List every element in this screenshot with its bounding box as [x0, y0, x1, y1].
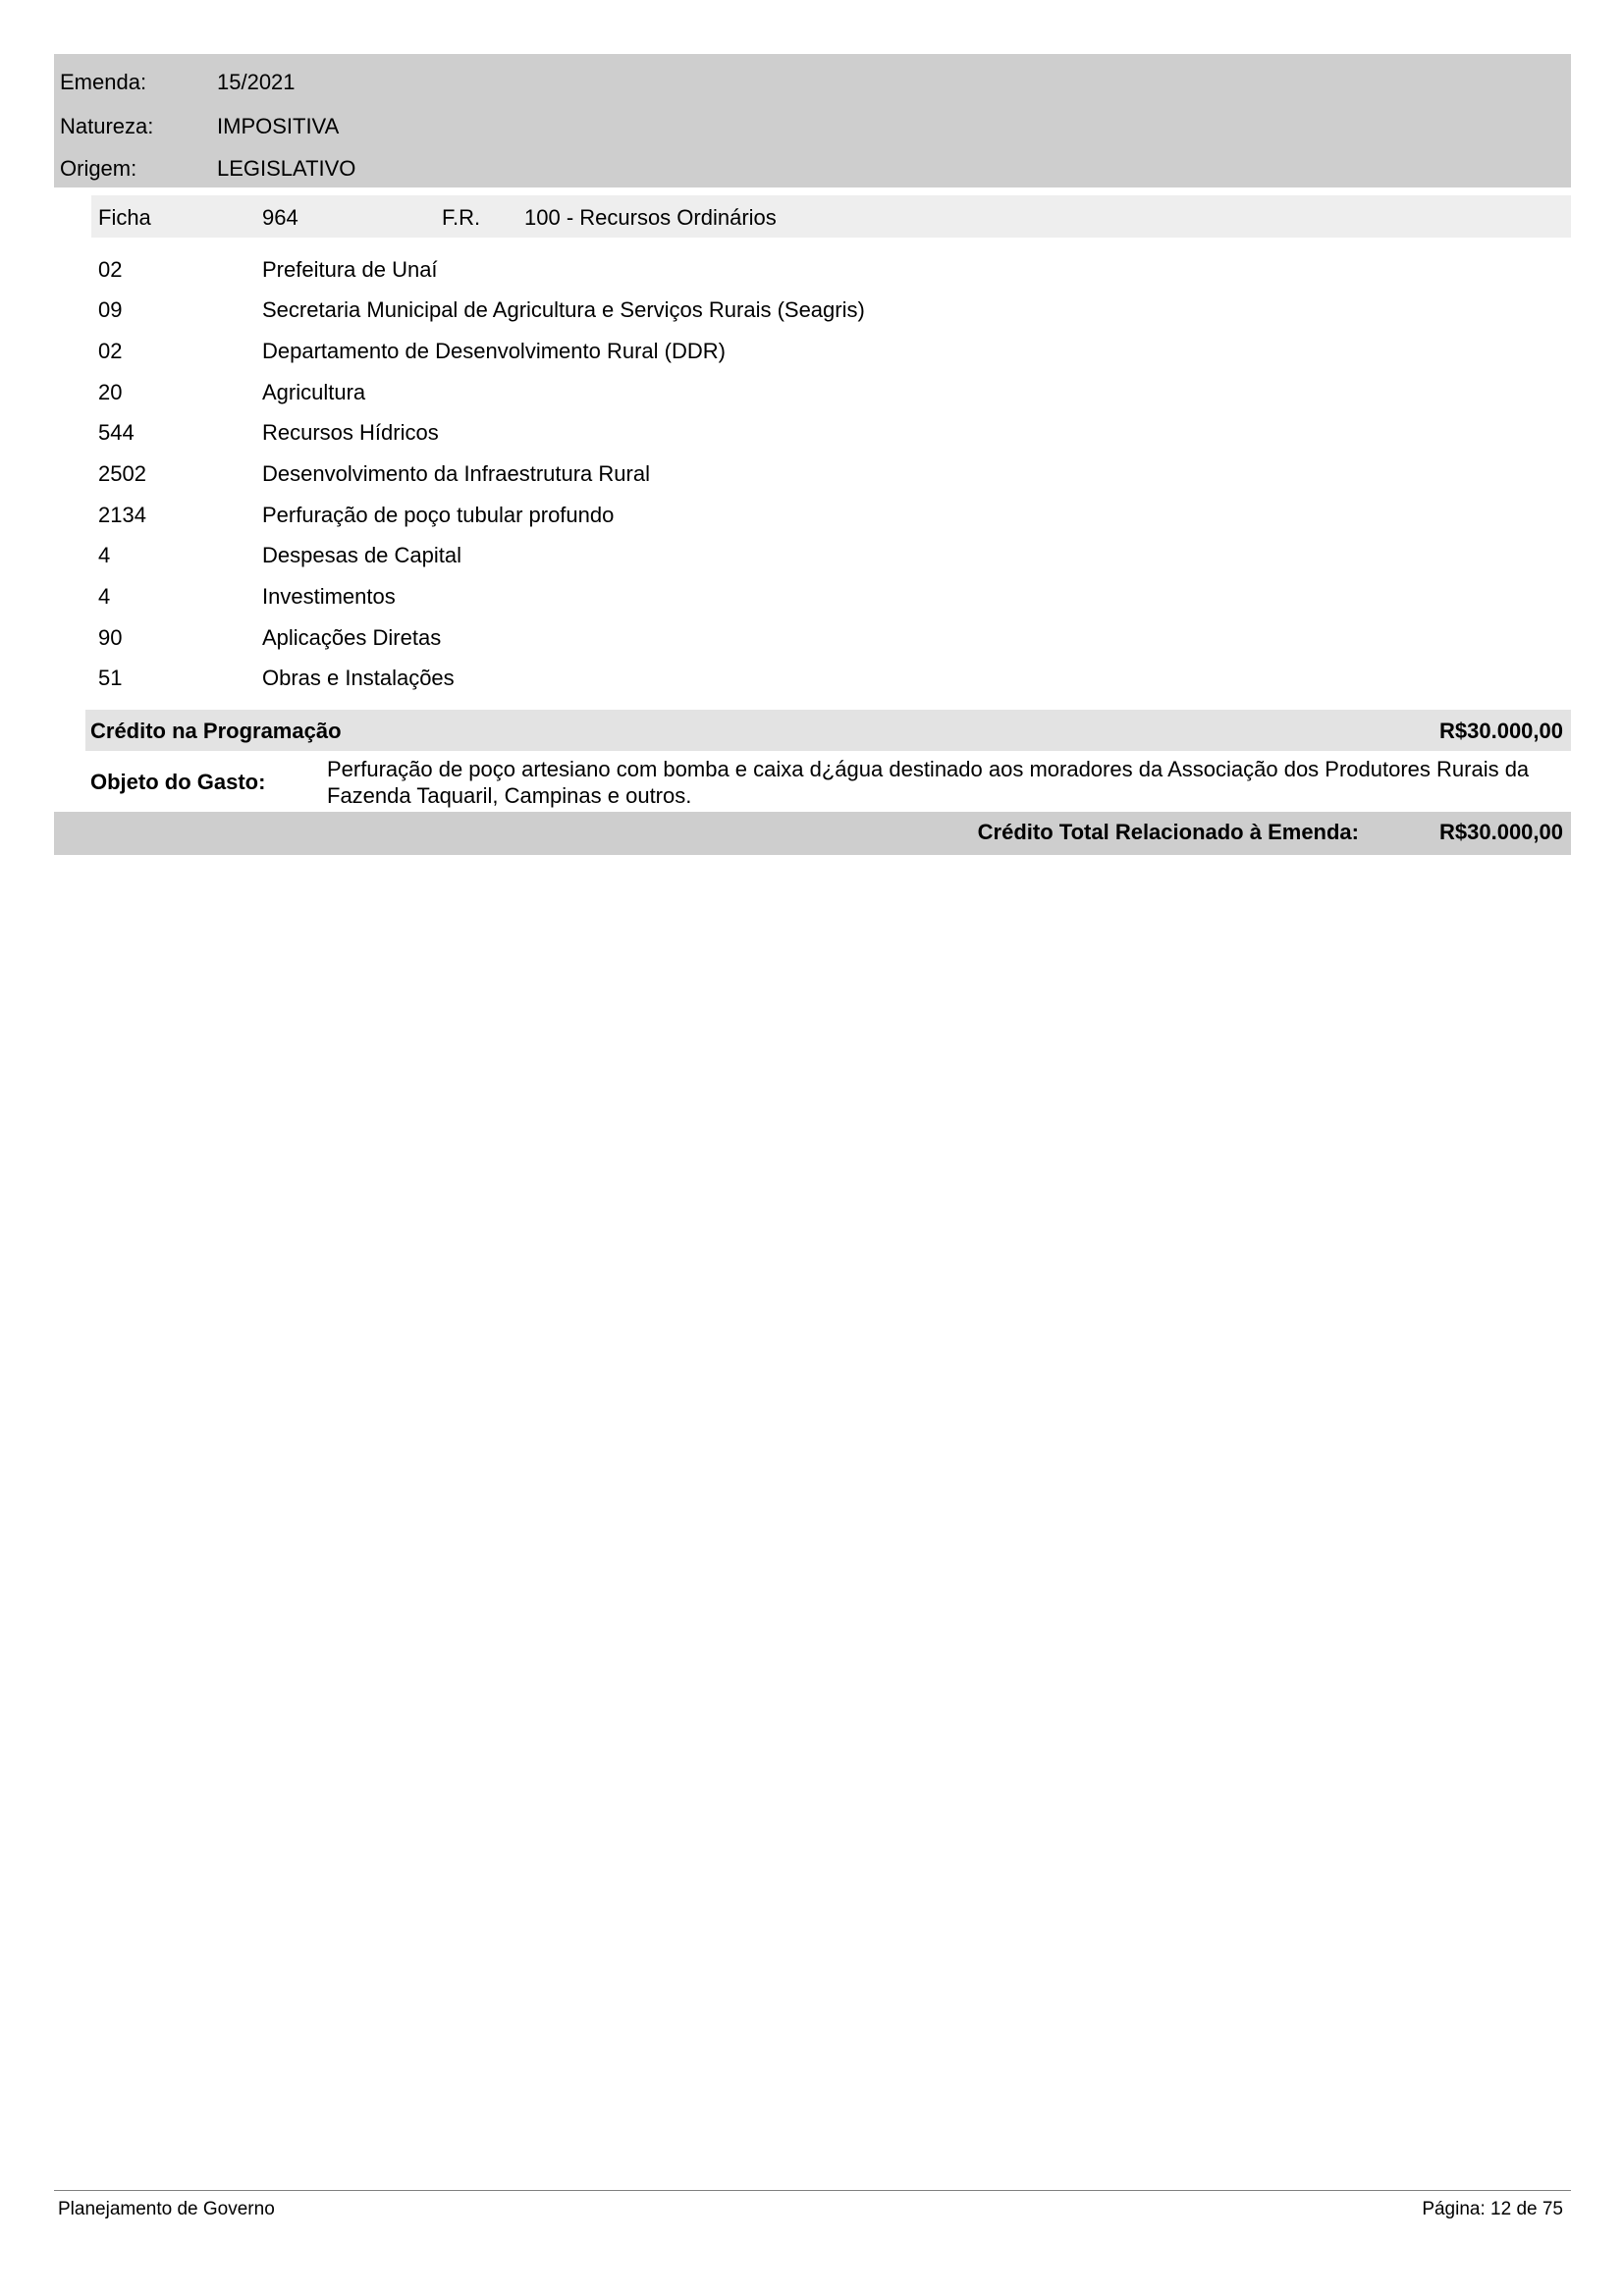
prog-code: 2502	[98, 461, 146, 486]
credito-programacao-value: R$30.000,00	[1439, 719, 1563, 743]
emenda-label: Emenda:	[60, 70, 147, 94]
prog-desc: Prefeitura de Unaí	[262, 257, 438, 282]
prog-code: 90	[98, 625, 123, 650]
ficha-row	[91, 195, 1571, 238]
natureza-value: IMPOSITIVA	[217, 114, 340, 138]
footer-department: Planejamento de Governo	[58, 2199, 275, 2219]
credito-total-value: R$30.000,00	[1439, 820, 1563, 844]
emenda-value: 15/2021	[217, 70, 296, 94]
prog-code: 4	[98, 543, 111, 567]
prog-code: 2134	[98, 503, 146, 527]
fonte-recurso-label: F.R.	[442, 205, 481, 230]
prog-desc: Desenvolvimento da Infraestrutura Rural	[262, 461, 650, 486]
prog-desc: Recursos Hídricos	[262, 420, 439, 445]
objeto-gasto-text: Perfuração de poço artesiano com bomba e caixa d¿água destinado aos moradores da Associação dos Produtores Rurais da Fazenda Taquaril, Campinas e outros.	[327, 757, 1530, 808]
prog-code: 02	[98, 257, 123, 282]
prog-code: 544	[98, 420, 135, 445]
origem-value: LEGISLATIVO	[217, 156, 356, 181]
prog-desc: Aplicações Diretas	[262, 625, 442, 650]
prog-desc: Investimentos	[262, 584, 396, 609]
prog-code: 51	[98, 666, 123, 690]
credito-total-label: Crédito Total Relacionado à Emenda:	[977, 820, 1359, 844]
prog-desc: Despesas de Capital	[262, 543, 462, 567]
objeto-gasto-label: Objeto do Gasto:	[90, 770, 266, 794]
natureza-label: Natureza:	[60, 114, 154, 138]
prog-code: 4	[98, 584, 111, 609]
origem-label: Origem:	[60, 156, 137, 181]
prog-desc: Perfuração de poço tubular profundo	[262, 503, 615, 527]
page-number: Página: 12 de 75	[1422, 2199, 1563, 2219]
footer-divider	[54, 2190, 1571, 2191]
credito-programacao-label: Crédito na Programação	[90, 719, 342, 743]
prog-desc: Departamento de Desenvolvimento Rural (DDR)	[262, 339, 726, 363]
prog-code: 20	[98, 380, 123, 404]
prog-code: 02	[98, 339, 123, 363]
prog-desc: Secretaria Municipal de Agricultura e Serviços Rurais (Seagris)	[262, 297, 865, 322]
prog-desc: Obras e Instalações	[262, 666, 455, 690]
ficha-label: Ficha	[98, 205, 151, 230]
ficha-number: 964	[262, 205, 298, 230]
prog-code: 09	[98, 297, 123, 322]
fonte-recurso-value: 100 - Recursos Ordinários	[524, 205, 777, 230]
prog-desc: Agricultura	[262, 380, 366, 404]
